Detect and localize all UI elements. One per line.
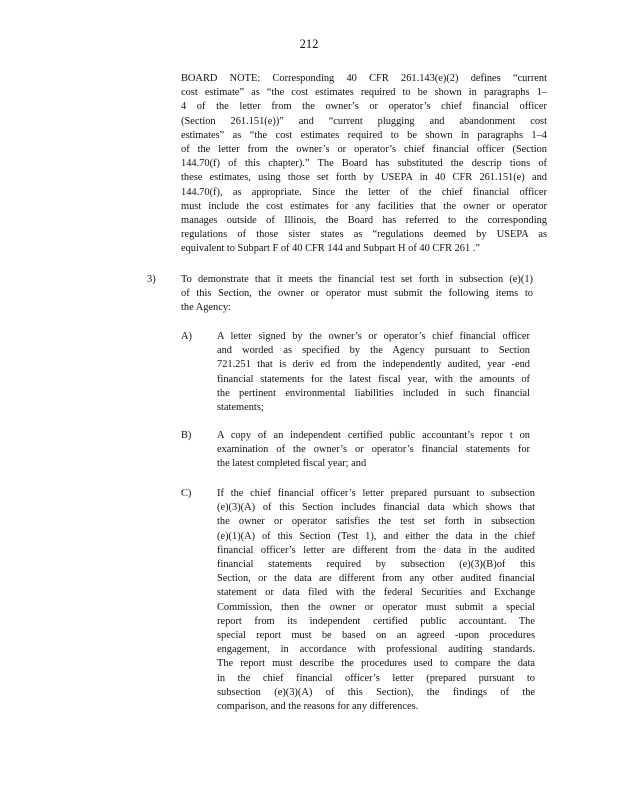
item-c-line: in the chief financial officer’s letter (prepared pursuant to: [217, 672, 535, 684]
item-3-line: of this Section, the owner or operator must submit the following items to: [181, 288, 533, 300]
board-note-line: 4 of the letter from the owner’s or operator’s chief financial officer: [181, 101, 547, 113]
item-b-label: B): [181, 430, 192, 441]
item-c-line: (e)(1)(A) of this Section (Test 1), and either the data in the chief: [217, 530, 535, 542]
item-c-line: financial officer’s letter are different from the data in the audited: [217, 544, 535, 556]
board-note-line: cost estimate” as “the cost estimates required to be shown in paragraphs 1–: [181, 87, 547, 99]
board-note-line: regulations of those sister states as “regulations deemed by USEPA as: [181, 229, 547, 241]
item-a-line: statements;: [217, 402, 264, 414]
item-c-label: C): [181, 488, 192, 499]
item-a-line: A letter signed by the owner’s or operator’s chief financial officer: [217, 331, 530, 342]
item-b-line: A copy of an independent certified public accountant’s repor t on: [217, 430, 530, 441]
board-note-line: estimates” as “the cost estimates required to be shown in paragraphs 1–4: [181, 129, 547, 141]
item-c-text: [217, 487, 535, 714]
item-b-line: examination of the owner’s or operator’s financial statements for: [217, 444, 530, 456]
item-a-line: and worded as specified by the Agency pursuant to Section: [217, 345, 530, 357]
item-c-line: engagement, in accordance with professional auditing standards.: [217, 644, 535, 656]
board-note-line: BOARD NOTE: Corresponding 40 CFR 261.143(e)(2) defines “current: [181, 73, 547, 84]
item-c-line: subsection (e)(3)(A) of this Section), the findings of the: [217, 686, 535, 698]
board-note-line: of the letter from the owner’s or operator’s chief financial officer (Section: [181, 144, 547, 156]
board-note-line: these estimates, using those set forth by USEPA in 40 CFR 261.151(e) and: [181, 172, 547, 184]
item-3-text: [181, 273, 533, 316]
board-note-line: 144.70(f), as appropriate. Since the letter of the chief financial officer: [181, 186, 547, 198]
item-c-line: Commission, then the owner or operator must submit a special: [217, 601, 535, 613]
item-c-line: (e)(3)(A) of this Section includes financial data which shows that: [217, 502, 535, 514]
item-a-text: [217, 330, 530, 415]
item-c-line: the owner or operator satisfies the test set forth in subsection: [217, 516, 535, 528]
board-note-line: manages outside of Illinois, the Board has referred to the corresponding: [181, 215, 547, 227]
item-3-label: 3): [147, 274, 156, 285]
item-b-line: the latest completed fiscal year; and: [217, 458, 367, 470]
item-c-line: The report must describe the procedures used to compare the data: [217, 658, 535, 670]
item-3-line: To demonstrate that it meets the financial test set forth in subsection (e)(1): [181, 274, 533, 285]
board-note-line: (Section 261.151(e))” and “current plugging and abandonment cost: [181, 115, 547, 127]
item-a-line: 721.251 that is deriv ed from the independently audited, year -end: [217, 359, 530, 371]
item-c-line: report from its independent certified public accountant. The: [217, 615, 535, 627]
board-note-line: 144.70(f) of this chapter).” The Board has substituted the descrip tions of: [181, 158, 547, 170]
page-number: 212: [299, 37, 319, 51]
item-c-line: Section, or the data are different from any other audited financial: [217, 573, 535, 585]
item-b-text: [217, 429, 530, 472]
board-note: [181, 72, 547, 257]
item-c-line: special report must be based on an agreed -upon procedures: [217, 630, 535, 642]
item-a-line: financial statements for the latest fiscal year, with the amounts of: [217, 373, 530, 385]
item-c-line: If the chief financial officer’s letter prepared pursuant to subsection: [217, 488, 535, 499]
board-note-line: equivalent to Subpart F of 40 CFR 144 and Subpart H of 40 CFR 261 .”: [181, 243, 481, 255]
item-a-line: the pertinent environmental liabilities included in such financial: [217, 387, 530, 399]
item-c-line: financial statements required by subsection (e)(3)(B)of this: [217, 559, 535, 571]
item-c-line: comparison, and the reasons for any differences.: [217, 701, 419, 713]
item-a-label: A): [181, 331, 192, 342]
item-3-line: the Agency:: [181, 302, 231, 314]
board-note-line: must include the cost estimates for any facilities that the owner or operator: [181, 200, 547, 212]
item-c-line: statement or data filed with the federal Securities and Exchange: [217, 587, 535, 599]
